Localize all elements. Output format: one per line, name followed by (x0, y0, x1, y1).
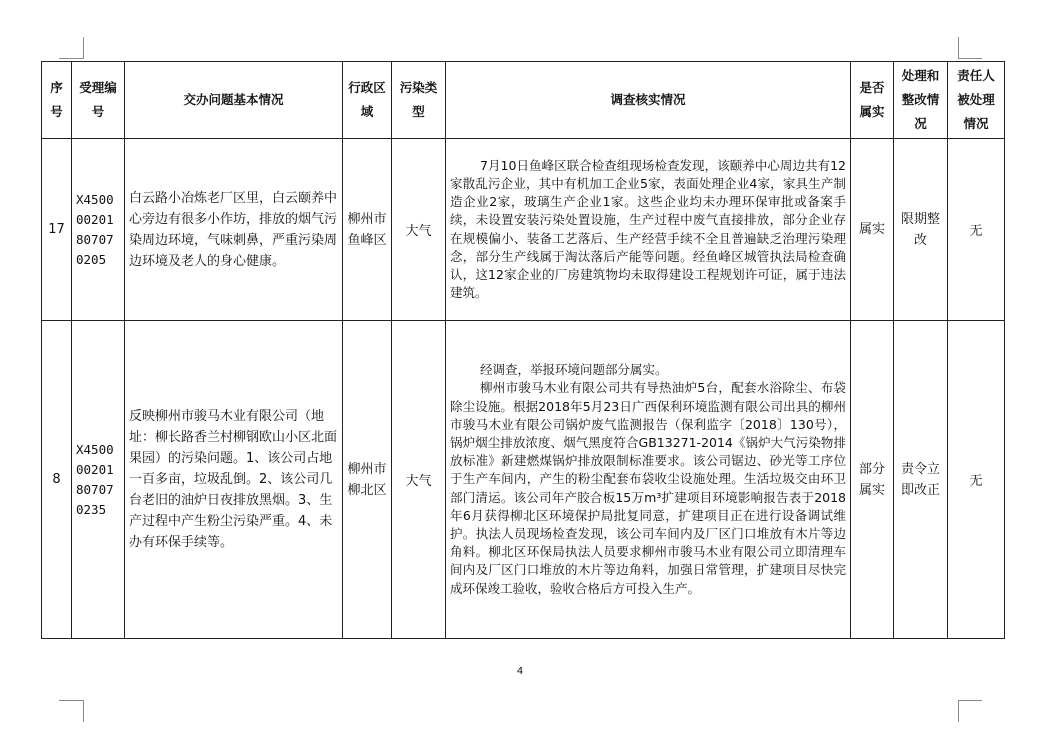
header-issue: 交办问题基本情况 (125, 62, 343, 139)
row-action: 限期整改 (894, 139, 948, 321)
row-responsible: 无 (948, 321, 1005, 639)
row-action: 责令立即改正 (894, 321, 948, 639)
row-verified: 部分属实 (851, 321, 894, 639)
header-area: 行政区域 (343, 62, 392, 139)
crop-mark (83, 37, 84, 59)
header-detail: 调查核实情况 (446, 62, 851, 139)
row-detail (446, 139, 851, 321)
row-verified: 属实 (851, 139, 894, 321)
detail-paragraph: 经调查，举报环境问题部分属实。 (480, 362, 668, 378)
detail-paragraph: 7月10日鱼峰区联合检查组现场检查发现，该颐养中心周边共有12家散乱污企业，其中有机加工企业5家，表面处理企业4家，家具生产制造企业2家，玻璃生产企业1家。这些企业均未办理环保审批或备案手续，未设置安装污染处置设施，生产过程中废气直接排放，部分企业存在规模偏小、装备工艺落后、生产经营手续不全且普遍缺乏治理污染理念，部分生产线属于淘汰落后产能等问题。经鱼峰区城管执法局检查确认，这12家企业的厂房建筑物均未取得建设工程规划许可证，属于违法建筑。 (450, 157, 846, 301)
detail-paragraph: 柳州市骏马木业有限公司共有导热油炉5台，配套水浴除尘、布袋除尘设施。根据2018年5月23日广西保利环境监测有限公司出具的柳州市骏马木业有限公司锅炉废气监测报告（保利监字〔2018〕130号），锅炉烟尘排放浓度、烟气黑度符合GB13271-2014《锅炉大气污染物排放标准》新建燃煤锅炉排放限制标准要求。该公司锯边、砂光等工序位于生产车间内，产生的粉尘配套布袋收尘设施处理。生活垃圾交由环卫部门清运。该公司年产胶合板15万m³扩建项目环境影响报告表于2018年6月获得柳北区环境保护局批复同意，扩建项目正在进行设备调试维护。执法人员现场检查发现，该公司车间内及厂区门口堆放有木片等边角料。柳北区环保局执法人员要求柳州市骏马木业有限公司立即清理车间内及厂区门口堆放的木片等边角料，加强日常管理，扩建项目尽快完成环保竣工验收，验收合格后方可投入生产。 (450, 380, 846, 596)
table-row (42, 321, 1005, 639)
row-area: 柳州市柳北区 (343, 321, 392, 639)
header-action: 处理和整改情况 (894, 62, 948, 139)
table-row (42, 139, 1005, 321)
row-seq: 8 (42, 321, 72, 639)
crop-mark (958, 58, 982, 59)
header-row (42, 62, 1005, 139)
complaint-table (41, 61, 1005, 639)
row-id: X45000020180707 0235 (72, 321, 125, 639)
crop-mark (83, 700, 84, 722)
crop-mark (59, 58, 83, 59)
crop-mark (958, 700, 982, 701)
crop-mark (958, 700, 959, 722)
row-issue: 白云路小冶炼老厂区里，白云颐养中心旁边有很多小作坊，排放的烟气污染周边环境，气味刺鼻，严重污染周边环境及老人的身心健康。 (125, 139, 343, 321)
header-responsible: 责任人被处理情况 (948, 62, 1005, 139)
crop-mark (59, 700, 83, 701)
row-type: 大气 (392, 139, 446, 321)
header-type: 污染类型 (392, 62, 446, 139)
header-seq: 序号 (42, 62, 72, 139)
header-verified: 是否属实 (851, 62, 894, 139)
row-type: 大气 (392, 321, 446, 639)
page-number: 4 (516, 666, 524, 677)
row-area: 柳州市鱼峰区 (343, 139, 392, 321)
crop-mark (958, 37, 959, 59)
row-responsible: 无 (948, 139, 1005, 321)
header-id: 受理编号 (72, 62, 125, 139)
row-id: X45000020180707 0205 (72, 139, 125, 321)
row-issue: 反映柳州市骏马木业有限公司（地址：柳长路香兰村柳钢欧山小区北面果园）的污染问题。1、该公司占地一百多亩，垃圾乱倒。2、该公司几台老旧的油炉日夜排放黑烟。3、生产过程中产生粉尘污染严重。4、未办有环保手续等。 (125, 321, 343, 639)
row-detail (446, 321, 851, 639)
row-seq: 17 (42, 139, 72, 321)
